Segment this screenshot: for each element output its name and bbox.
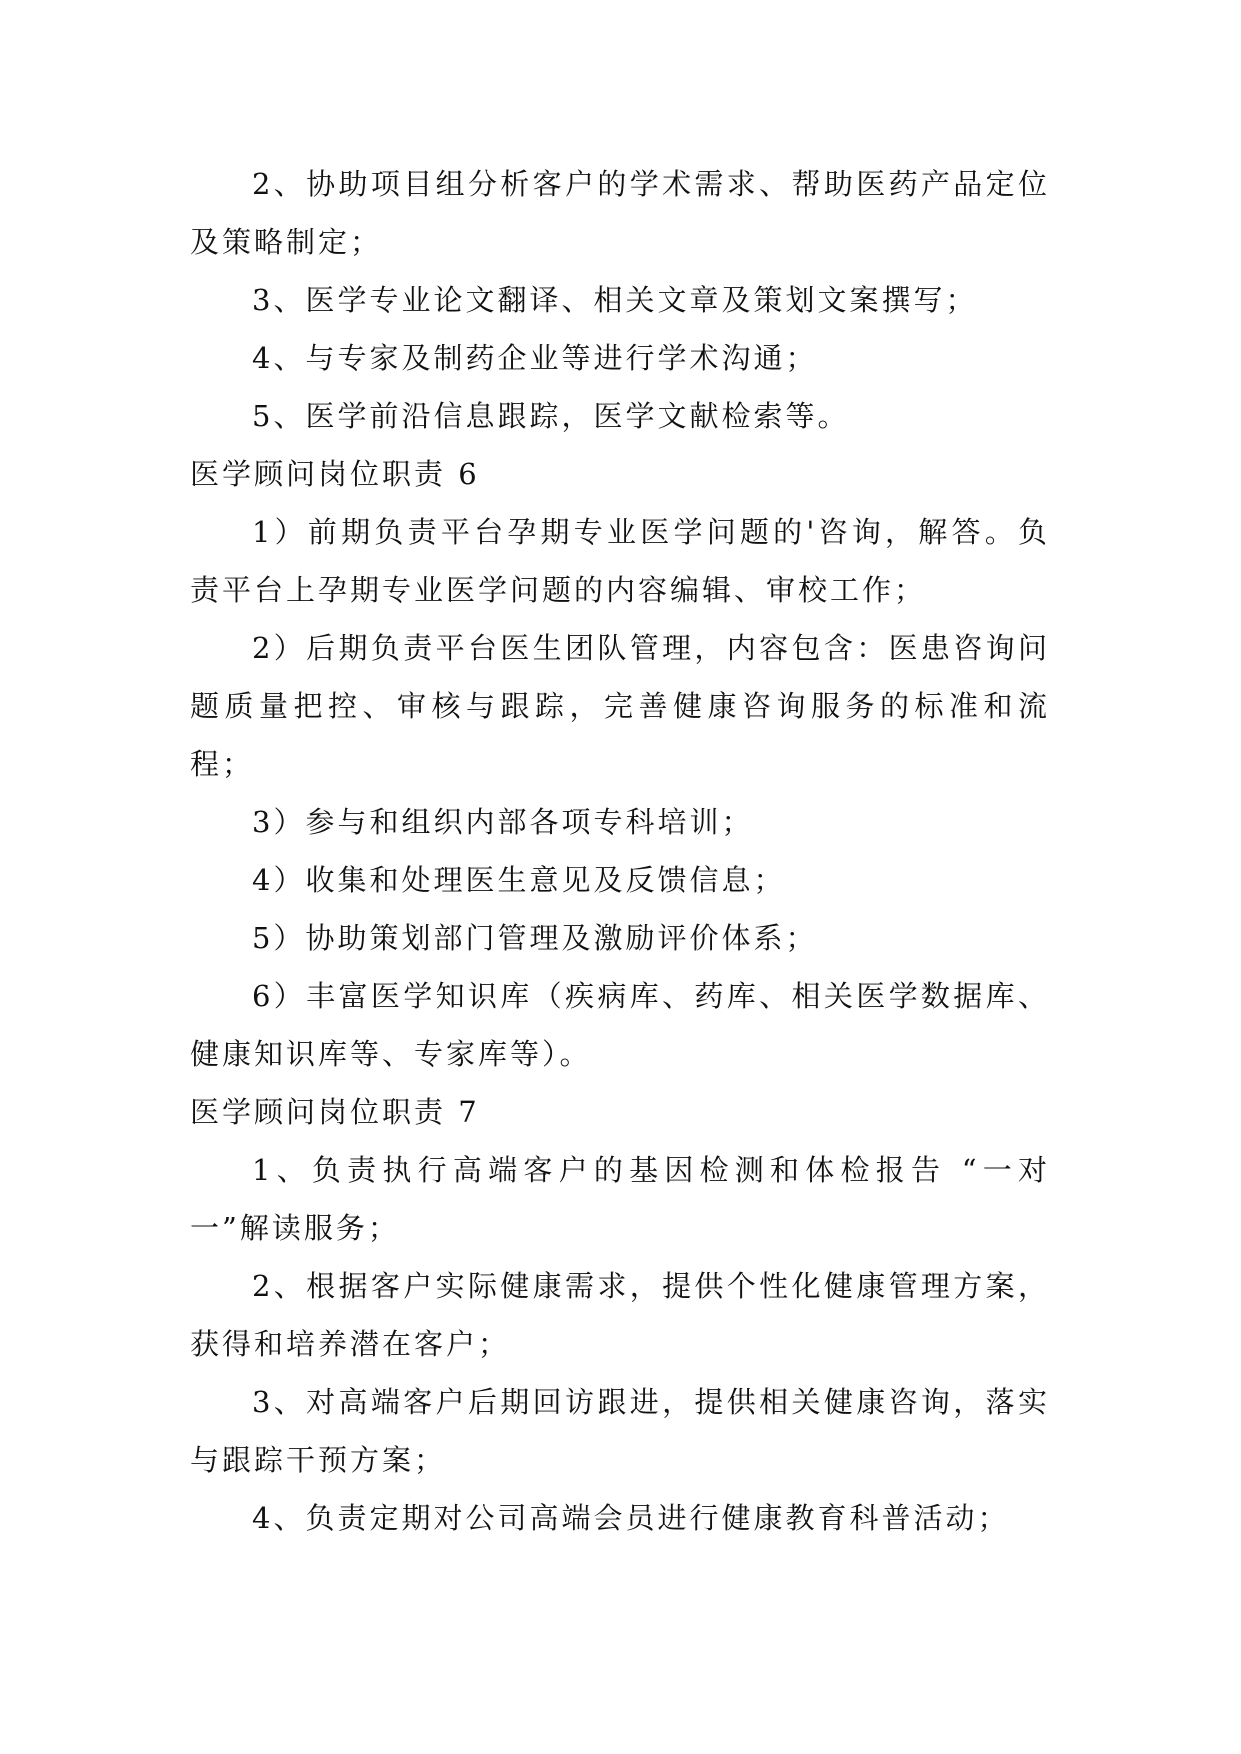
section6-item-3: 3）参与和组织内部各项专科培训；: [252, 805, 754, 839]
duty-item-2: 2、协助项目组分析客户的学术需求、帮助医药产品定位及策略制定；: [190, 167, 1050, 259]
section6-item-4: 4）收集和处理医生意见及反馈信息；: [252, 863, 786, 897]
document-body: [190, 155, 1050, 1547]
duty-item-4: 4、与专家及制药企业等进行学术沟通；: [252, 341, 818, 375]
section7-item-1: 1、负责执行高端客户的基因检测和体检报告 “一对一”解读服务；: [190, 1153, 1050, 1245]
section7-item-4: 4、负责定期对公司高端会员进行健康教育科普活动；: [252, 1501, 1010, 1535]
section6-item-1: 1）前期负责平台孕期专业医学问题的'咨询，解答。负责平台上孕期专业医学问题的内容编辑、审校工作；: [190, 515, 1050, 607]
section-heading-7: 医学顾问岗位职责 7: [190, 1095, 480, 1129]
section7-item-2: 2、根据客户实际健康需求，提供个性化健康管理方案，获得和培养潜在客户；: [190, 1269, 1050, 1361]
section6-item-6: 6）丰富医学知识库（疾病库、药库、相关医学数据库、健康知识库等、专家库等）。: [190, 979, 1050, 1071]
duty-item-3: 3、医学专业论文翻译、相关文章及策划文案撰写；: [252, 283, 978, 317]
duty-item-5: 5、医学前沿信息跟踪，医学文献检索等。: [252, 399, 850, 433]
section6-item-5: 5）协助策划部门管理及激励评价体系；: [252, 921, 818, 955]
section6-item-2: 2）后期负责平台医生团队管理，内容包含：医患咨询问题质量把控、审核与跟踪，完善健康咨询服务的标准和流程；: [190, 631, 1050, 781]
section-heading-6: 医学顾问岗位职责 6: [190, 457, 480, 491]
section7-item-3: 3、对高端客户后期回访跟进，提供相关健康咨询，落实与跟踪干预方案；: [190, 1385, 1050, 1477]
